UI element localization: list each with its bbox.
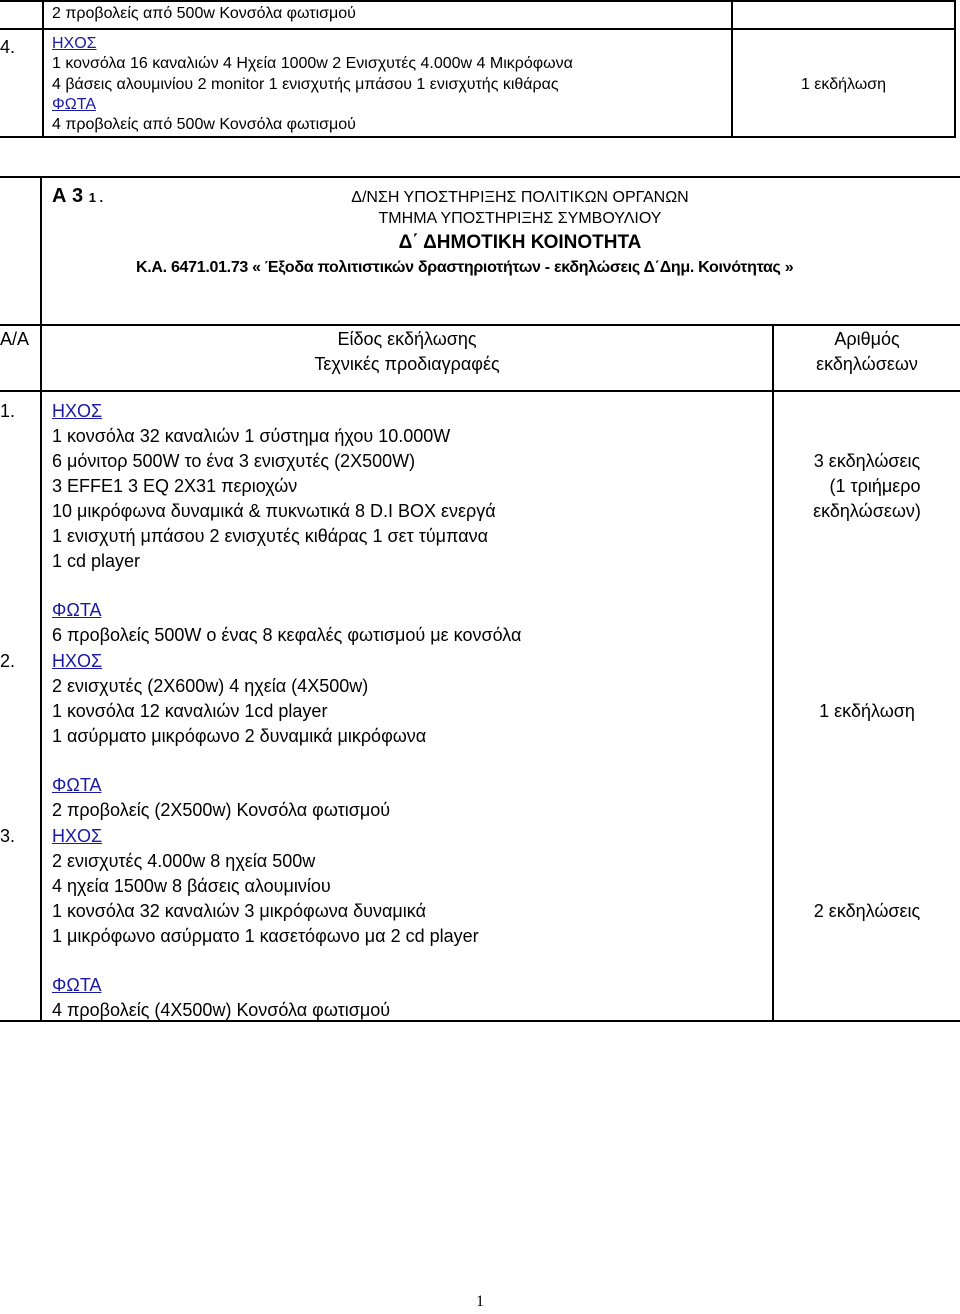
row-number: 4.	[0, 37, 16, 57]
page-number: 1	[476, 1293, 484, 1310]
lights-heading: ΦΩΤΑ	[52, 96, 96, 113]
lights-line: 2 προβολείς (2Χ500w) Κονσόλα φωτισμού	[52, 800, 391, 820]
sound-heading: ΗΧΟΣ	[52, 35, 97, 52]
event-count: 1 εκδήλωση	[819, 701, 915, 721]
lights-heading: ΦΩΤΑ	[52, 775, 102, 795]
budget-code-line: Κ.Α. 6471.01.73 « Έξοδα πολιτιστικών δραστηριοτήτων - εκδηλώσεις Δ΄Δημ. Κοινότητας »	[136, 259, 794, 276]
sound-line: 4 βάσεις αλουμινίου 2 monitor 1 ενισχυτής μπάσου 1 ενισχυτής κιθάρας	[52, 76, 559, 93]
event-count: (1 τριήμερο	[829, 476, 921, 496]
directorate-title: Δ/ΝΣΗ ΥΠΟΣΤΗΡΙΞΗΣ ΠΟΛΙΤΙΚΩΝ ΟΡΓΑΝΩΝ	[351, 189, 689, 206]
column-header-aa: Α/Α	[0, 329, 30, 349]
sound-line: 1 μικρόφωνο ασύρματο 1 κασετόφωνο μα 2 cd player	[52, 926, 479, 946]
event-count: 1 εκδήλωση	[800, 76, 887, 93]
lights-line: 4 προβολείς (4Χ500w) Κονσόλα φωτισμού	[52, 1000, 391, 1020]
community-title: Δ΄ ΔΗΜΟΤΙΚΗ ΚΟΙΝΟΤΗΤΑ	[398, 232, 642, 253]
sound-heading: ΗΧΟΣ	[52, 401, 103, 421]
sound-line: 1 κονσόλα 32 καναλιών 3 μικρόφωνα δυναμικά	[52, 901, 426, 921]
sound-line: 1 ενισχυτή μπάσου 2 ενισχυτές κιθάρας 1 σετ τύμπανα	[52, 526, 489, 546]
row-number: 1.	[0, 401, 16, 421]
column-header-count: Αριθμός	[834, 329, 900, 349]
event-count: 2 εκδηλώσεις	[813, 901, 921, 921]
category-code: Α 3 1 .	[52, 185, 104, 207]
prev-row-lights-line: 2 προβολείς από 500w Κονσόλα φωτισμού	[52, 5, 356, 22]
sound-line: 1 cd player	[52, 551, 141, 571]
sound-line: 3 EFFE1 3 EQ 2X31 περιοχών	[52, 476, 298, 496]
sound-line: 4 ηχεία 1500w 8 βάσεις αλουμινίου	[52, 876, 331, 896]
sound-line: 1 κονσόλα 32 καναλιών 1 σύστημα ήχου 10.000W	[52, 426, 451, 446]
sound-heading: ΗΧΟΣ	[52, 651, 103, 671]
sound-line: 1 κονσόλα 12 καναλιών 1cd player	[52, 701, 328, 721]
row-number: 2.	[0, 651, 16, 671]
lights-heading: ΦΩΤΑ	[52, 600, 102, 620]
sound-line: 2 ενισχυτές (2Χ600w) 4 ηχεία (4Χ500w)	[52, 676, 369, 696]
column-header-tech-specs: Τεχνικές προδιαγραφές	[314, 354, 500, 374]
lights-heading: ΦΩΤΑ	[52, 975, 102, 995]
sound-line: 6 μόνιτορ 500W το ένα 3 ενισχυτές (2Χ500W)	[52, 451, 416, 471]
sound-heading: ΗΧΟΣ	[52, 826, 103, 846]
lights-line: 6 προβολείς 500W ο ένας 8 κεφαλές φωτισμού με κονσόλα	[52, 625, 522, 645]
row-number: 3.	[0, 826, 16, 846]
department-title: ΤΜΗΜΑ ΥΠΟΣΤΗΡΙΞΗΣ ΣΥΜΒΟΥΛΙΟΥ	[378, 210, 662, 227]
event-count: εκδηλώσεων)	[813, 501, 921, 521]
column-header-count-2: εκδηλώσεων	[816, 354, 918, 374]
sound-line: 1 ασύρματο μικρόφωνο 2 δυναμικά μικρόφωνα	[52, 726, 427, 746]
column-header-event-type: Είδος εκδήλωσης	[337, 329, 477, 349]
sound-line: 2 ενισχυτές 4.000w 8 ηχεία 500w	[52, 851, 316, 871]
event-count: 3 εκδηλώσεις	[813, 451, 921, 471]
sound-line: 1 κονσόλα 16 καναλιών 4 Ηχεία 1000w 2 Ενισχυτές 4.000w 4 Μικρόφωνα	[52, 55, 573, 72]
sound-line: 10 μικρόφωνα δυναμικά & πυκνωτικά 8 D.I BOX ενεργά	[52, 501, 496, 521]
lights-line: 4 προβολείς από 500w Κονσόλα φωτισμού	[52, 116, 356, 133]
